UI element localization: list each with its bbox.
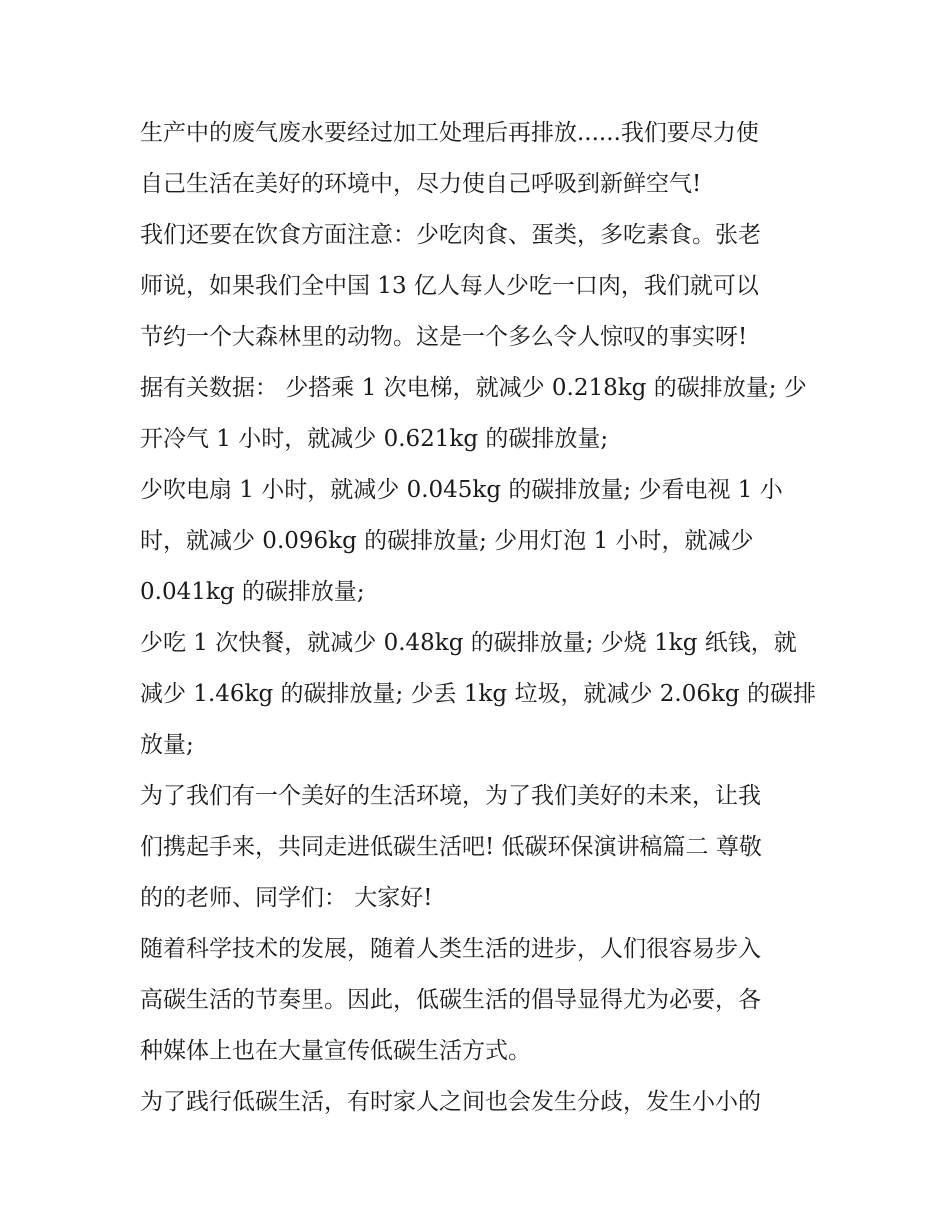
text-line: 为了我们有一个美好的生活环境，为了我们美好的未来，让我	[140, 783, 761, 809]
text-line: 们携起手来，共同走进低碳生活吧! 低碳环保演讲稿篇二 尊敬	[140, 834, 762, 860]
text-line: 减少 1.46kg 的碳排放量; 少丢 1kg 垃圾，就减少 2.06kg 的碳排	[140, 681, 816, 707]
text-line: 时，就减少 0.096kg 的碳排放量; 少用灯泡 1 小时，就减少	[140, 528, 754, 554]
text-line: 少吃 1 次快餐，就减少 0.48kg 的碳排放量; 少烧 1kg 纸钱，就	[140, 630, 797, 656]
text-line: 师说，如果我们全中国 13 亿人每人少吃一口肉，我们就可以	[140, 273, 759, 299]
body-text	[140, 108, 820, 1128]
text-line: 0.041kg 的碳排放量;	[140, 579, 365, 605]
text-line: 据有关数据： 少搭乘 1 次电梯，就减少 0.218kg 的碳排放量; 少	[140, 375, 807, 401]
text-line: 随着科学技术的发展，随着人类生活的进步，人们很容易步入	[140, 936, 761, 962]
text-line: 放量;	[140, 732, 194, 758]
text-line: 种媒体上也在大量宣传低碳生活方式。	[140, 1038, 531, 1064]
text-line: 为了践行低碳生活，有时家人之间也会发生分歧，发生小小的	[140, 1089, 761, 1115]
text-line: 生产中的废气废水要经过加工处理后再排放......我们要尽力使	[140, 120, 759, 146]
text-line: 节约一个大森林里的动物。这是一个多么令人惊叹的事实呀!	[140, 324, 748, 350]
text-line: 自己生活在美好的环境中，尽力使自己呼吸到新鲜空气!	[140, 171, 702, 197]
text-line: 我们还要在饮食方面注意：少吃肉食、蛋类，多吃素食。张老	[140, 222, 761, 248]
text-line: 高碳生活的节奏里。因此，低碳生活的倡导显得尤为必要，各	[140, 987, 761, 1013]
text-line: 开冷气 1 小时，就减少 0.621kg 的碳排放量;	[140, 426, 609, 452]
text-line: 的的老师、同学们： 大家好!	[140, 885, 433, 911]
text-line: 少吹电扇 1 小时，就减少 0.045kg 的碳排放量; 少看电视 1 小	[140, 477, 783, 503]
